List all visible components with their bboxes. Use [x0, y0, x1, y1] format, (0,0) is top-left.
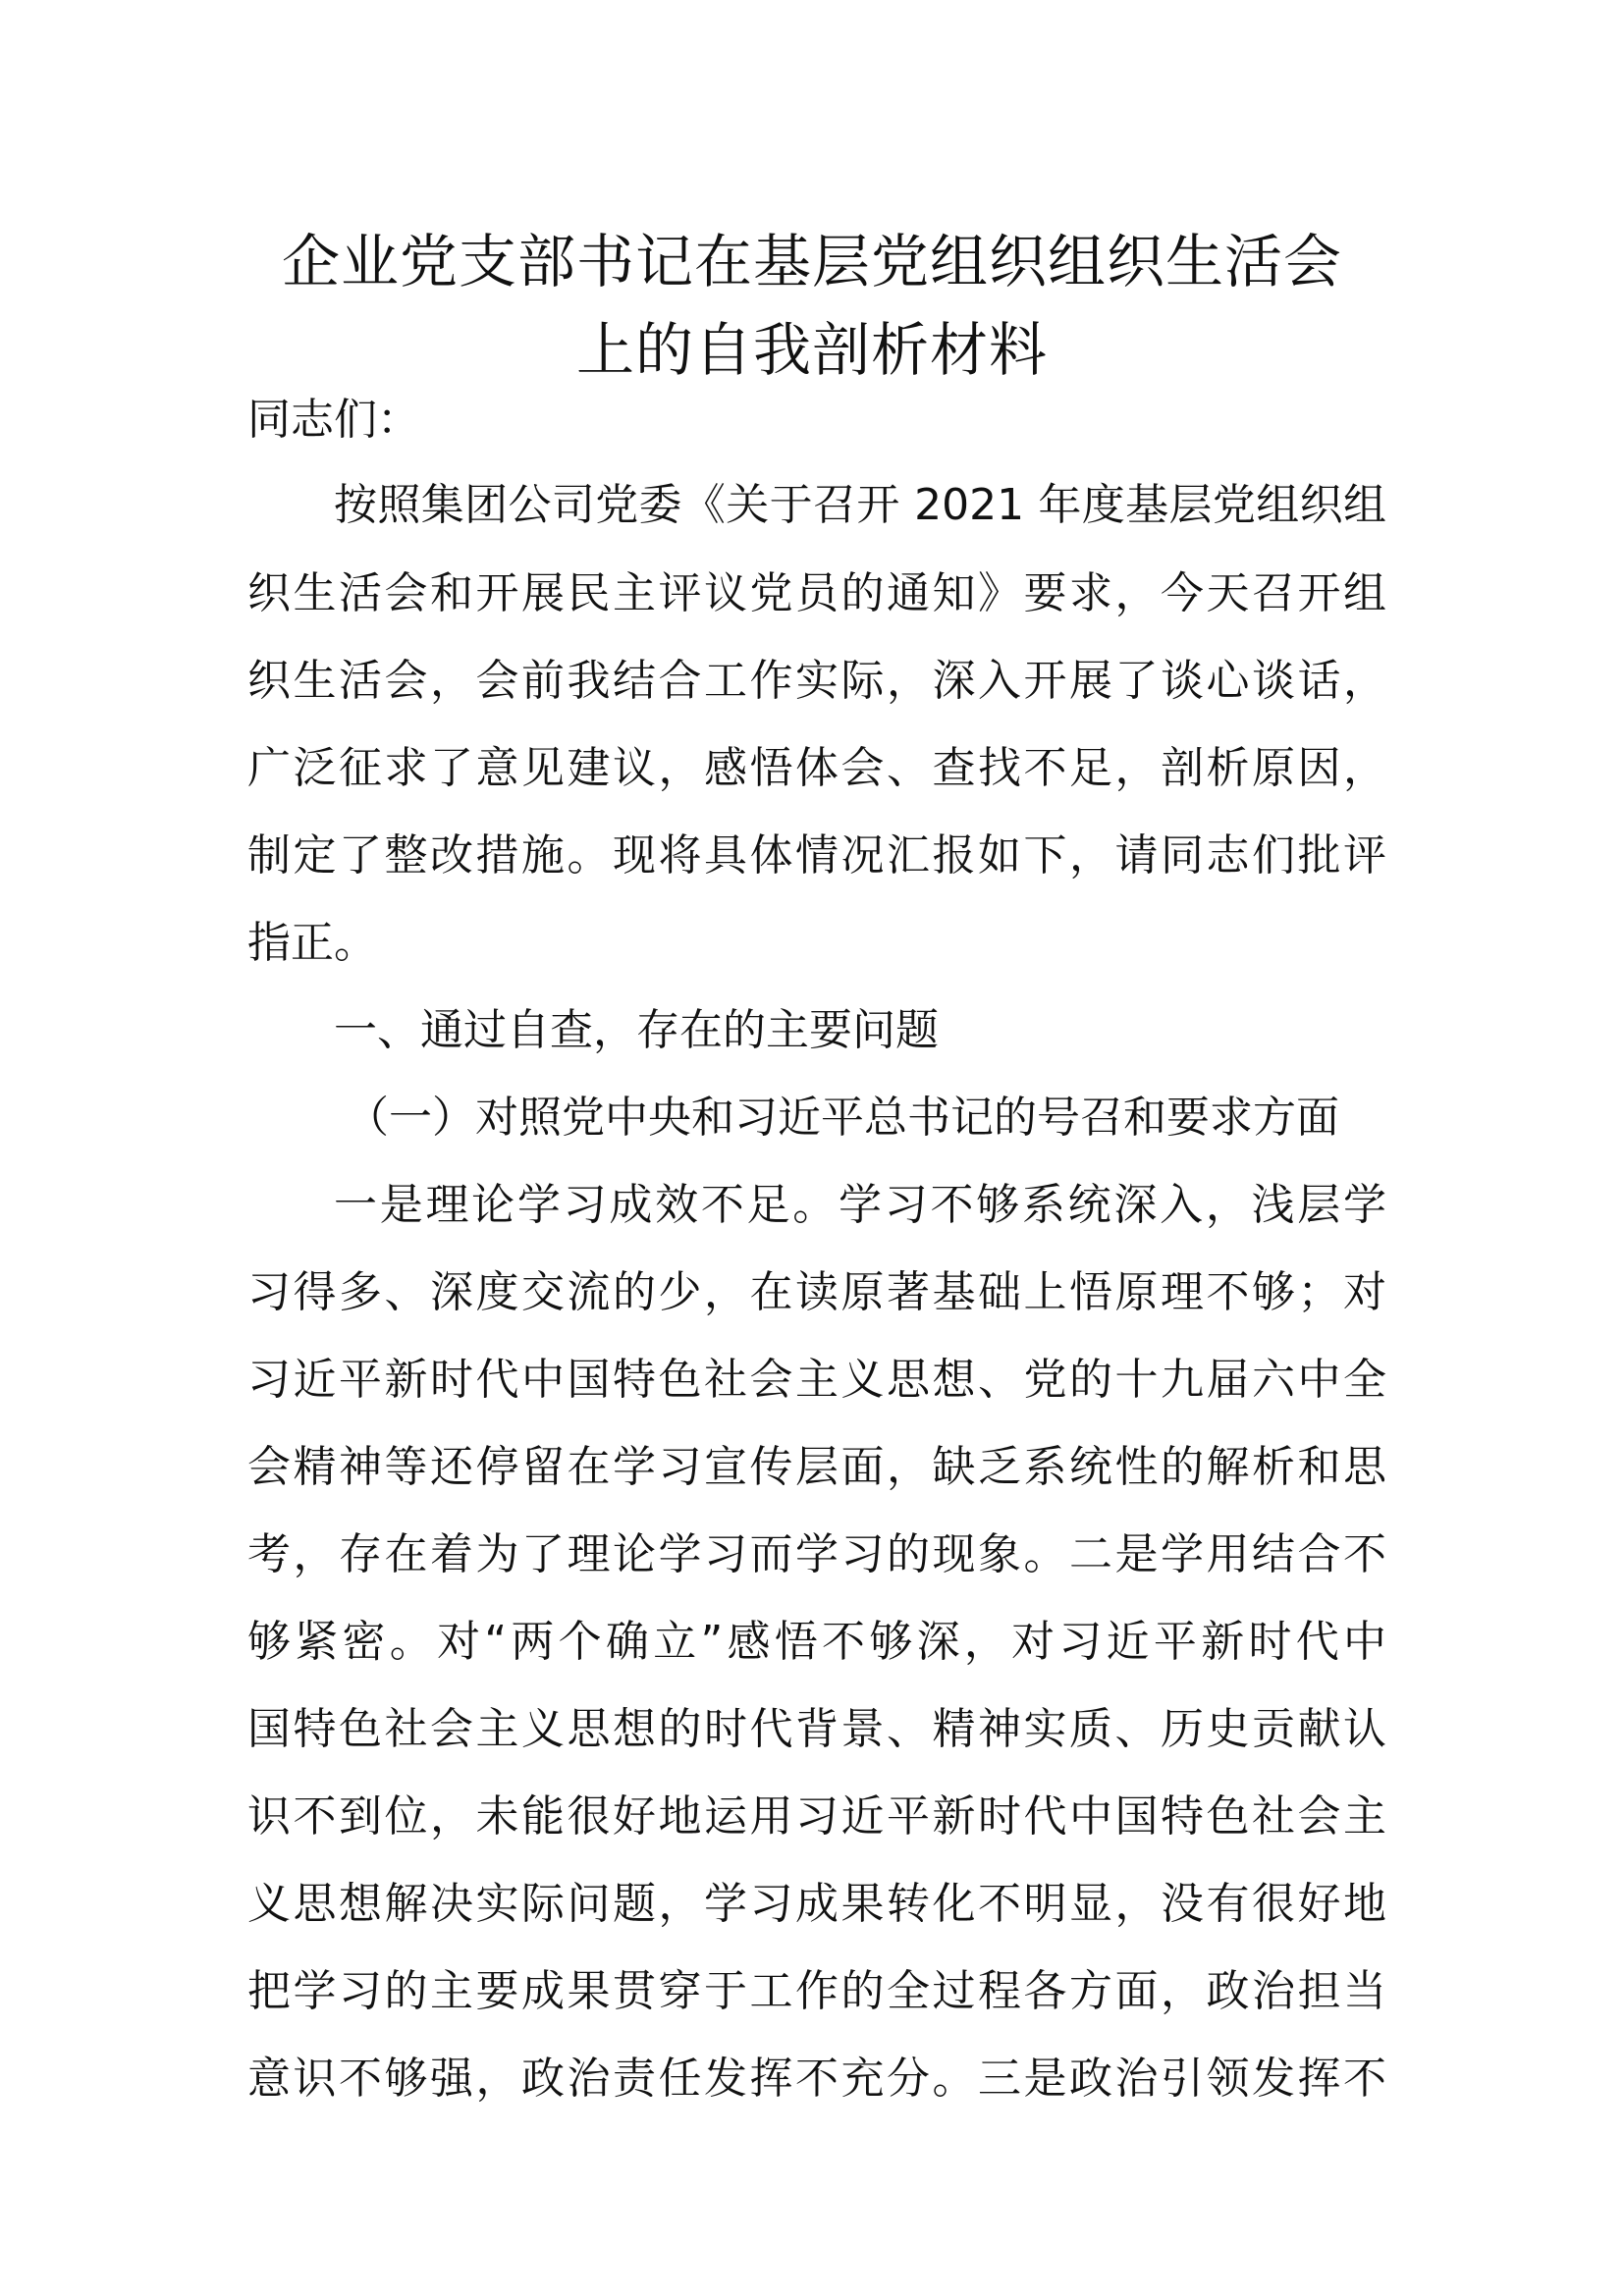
body-line: 习近平新时代中国特色社会主义思想、党的十九届六中全: [247, 1355, 1386, 1405]
body-line: 识不到位，未能很好地运用习近平新时代中国特色社会主: [247, 1791, 1386, 1842]
intro-line: 织生活会，会前我结合工作实际，深入开展了谈心谈话，: [247, 656, 1386, 706]
document-title-line-2: 上的自我剖析材料: [575, 316, 1048, 384]
body-line: 一是理论学习成效不足。学习不够系统深入，浅层学: [334, 1180, 1386, 1230]
intro-line: 指正。: [247, 918, 377, 968]
body-line: 习得多、深度交流的少，在读原著基础上悟原理不够；对: [247, 1267, 1386, 1317]
body-line: 意识不够强，政治责任发挥不充分。三是政治引领发挥不: [247, 2054, 1386, 2104]
intro-line: 织生活会和开展民主评议党员的通知》要求，今天召开组: [247, 568, 1386, 618]
body-line: 会精神等还停留在学习宣传层面，缺乏系统性的解析和思: [247, 1442, 1386, 1492]
body-line: 考，存在着为了理论学习而学习的现象。二是学用结合不: [247, 1529, 1386, 1579]
subsection-heading: （一）对照党中央和习近平总书记的号召和要求方面: [346, 1093, 1339, 1143]
document-title-line-1: 企业党支部书记在基层党组织组织生活会: [281, 228, 1342, 295]
intro-line: 广泛征求了意见建议，感悟体会、查找不足，剖析原因，: [247, 743, 1386, 793]
intro-line: 按照集团公司党委《关于召开 2021 年度基层党组织组: [334, 480, 1386, 530]
body-line: 义思想解决实际问题，学习成果转化不明显，没有很好地: [247, 1879, 1386, 1929]
intro-line: 制定了整改措施。现将具体情况汇报如下，请同志们批评: [247, 830, 1386, 881]
body-line: 够紧密。对“两个确立”感悟不够深，对习近平新时代中: [247, 1617, 1386, 1667]
body-line: 国特色社会主义思想的时代背景、精神实质、历史贡献认: [247, 1704, 1386, 1754]
body-line: 把学习的主要成果贯穿于工作的全过程各方面，政治担当: [247, 1966, 1386, 2016]
section-heading: 一、通过自查，存在的主要问题: [334, 1005, 939, 1055]
salutation: 同志们：: [247, 395, 420, 445]
